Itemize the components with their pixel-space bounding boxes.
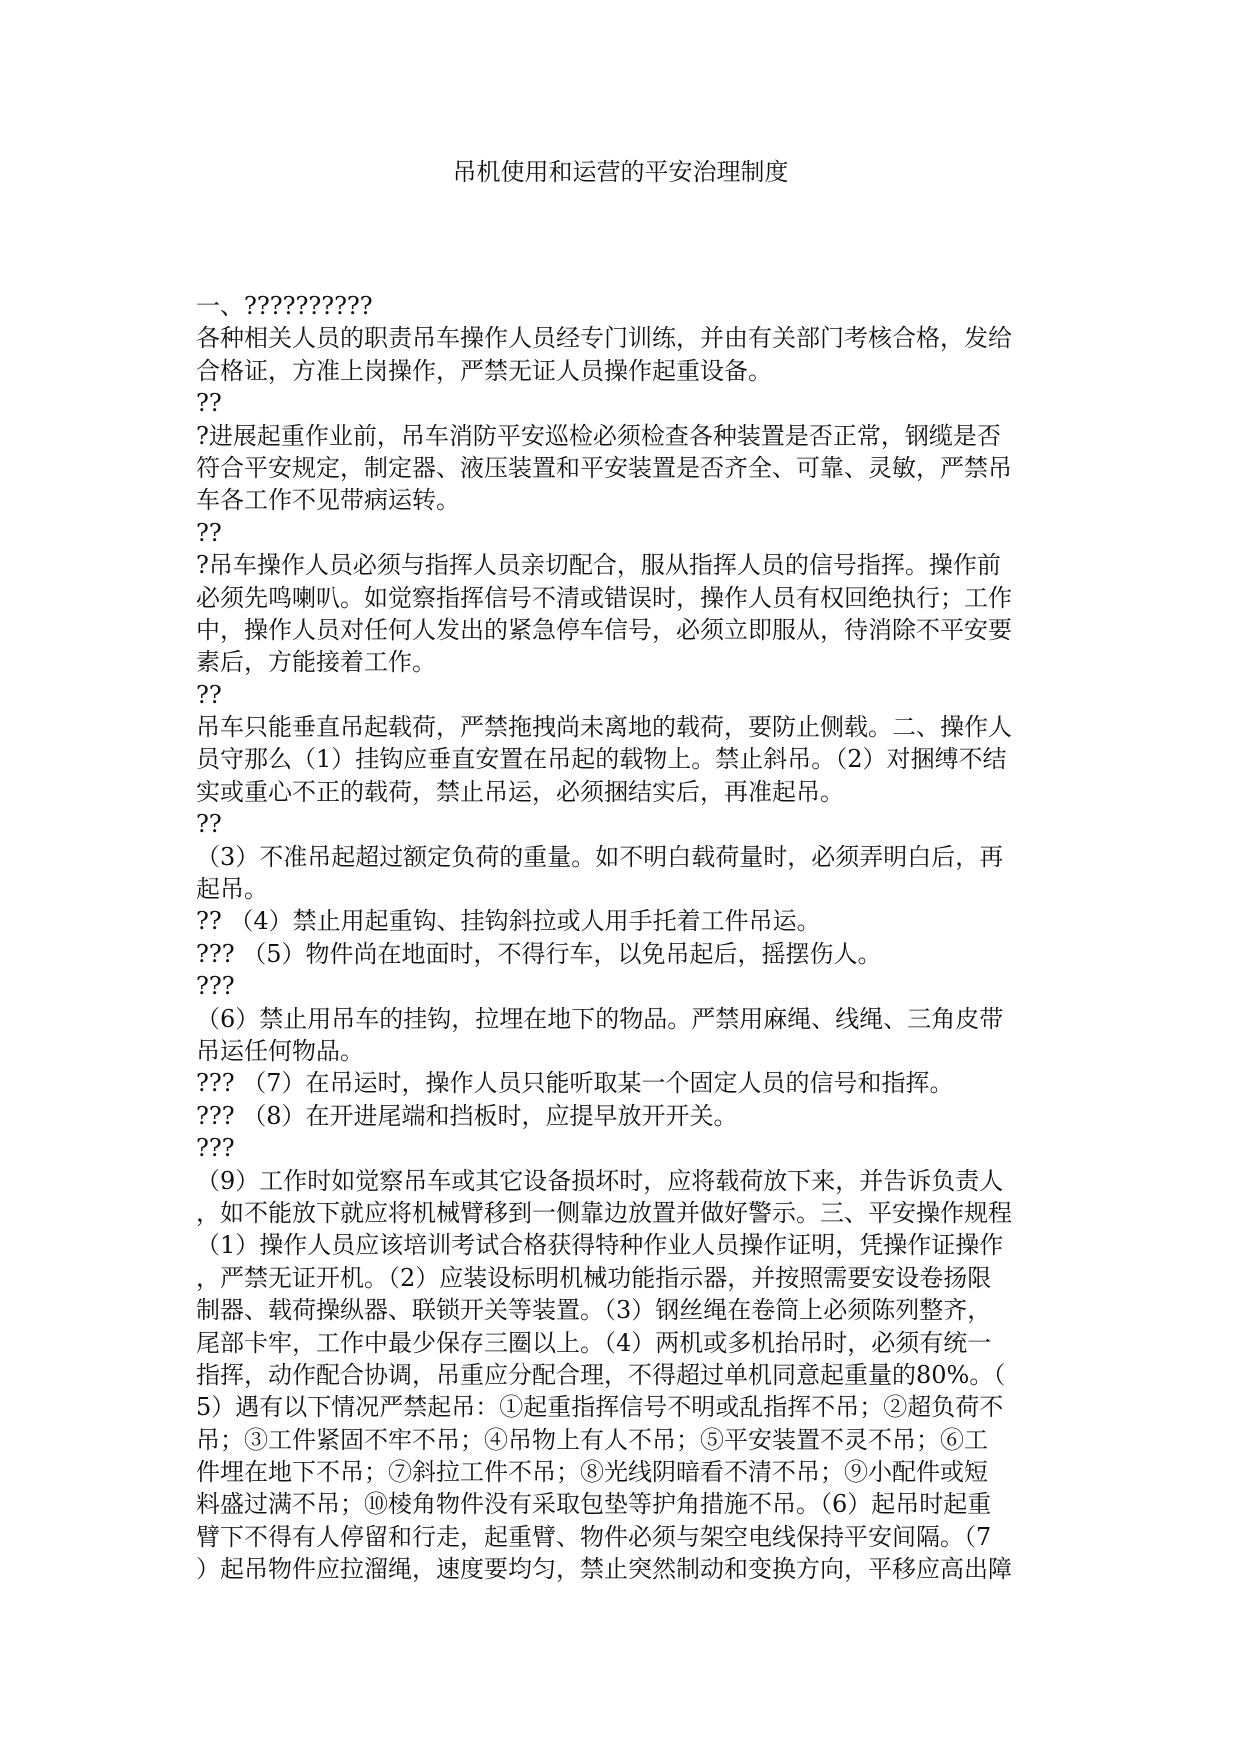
text-line: 吊运任何物品。: [196, 1036, 364, 1065]
text-line: （3）不准吊起超过额定负荷的重量。如不明白载荷量时，必须弄明白后，再: [196, 842, 1004, 871]
text-line: 料盛过满不吊；⑩棱角物件没有采取包垫等护角措施不吊。（6）起吊时起重: [196, 1490, 992, 1519]
text-line: 吊；③工件紧固不牢不吊；④吊物上有人不吊；⑤平安装置不灵不吊；⑥工: [196, 1425, 988, 1454]
text-line: ）起吊物件应拉溜绳，速度要均匀，禁止突然制动和变换方向，平移应高出障: [196, 1555, 1012, 1584]
text-line: ?吊车操作人员必须与指挥人员亲切配合，服从指挥人员的信号指挥。操作前: [196, 551, 1001, 580]
text-line: ??: [196, 518, 222, 547]
text-line: 一、??????????: [196, 292, 373, 320]
text-line: 臂下不得有人停留和行走，起重臂、物件必须与架空电线保持平安间隔。（7: [196, 1522, 992, 1551]
text-line: 必须先鸣喇叭。如觉察指挥信号不清或错误时，操作人员有权回绝执行；工作: [196, 583, 1012, 612]
text-line: ??? （7）在吊运时，操作人员只能听取某一个固定人员的信号和指挥。: [196, 1069, 954, 1098]
text-line: ?进展起重作业前，吊车消防平安巡检必须检查各种装置是否正常，钢缆是否: [196, 421, 1001, 450]
text-line: 素后，方能接着工作。: [196, 648, 436, 677]
text-line: 符合平安规定，制定器、液压装置和平安装置是否齐全、可靠、灵敏，严禁吊: [196, 453, 1012, 482]
text-line: ???: [196, 972, 235, 1001]
text-line: 起吊。: [196, 875, 268, 904]
document-title: 吊机使用和运营的平安治理制度: [452, 158, 789, 186]
text-line: 吊车只能垂直吊起载荷，严禁拖拽尚未离地的载荷，要防止侧载。二、操作人: [196, 713, 1012, 742]
text-line: ??? （8）在开进尾端和挡板时，应提早放开开关。: [196, 1101, 738, 1130]
text-line: 件埋在地下不吊；⑦斜拉工件不吊；⑧光线阴暗看不清不吊；⑨小配件或短: [196, 1458, 988, 1487]
text-line: 尾部卡牢，工作中最少保存三圈以上。（4）两机或多机抬吊时，必须有统一: [196, 1328, 992, 1357]
text-line: ??? （5）物件尚在地面时，不得行车，以免吊起后，摇摆伤人。: [196, 939, 882, 968]
text-line: 指挥，动作配合协调，吊重应分配合理，不得超过单机同意起重量的80%。（: [196, 1360, 1006, 1389]
text-line: （9）工作时如觉察吊车或其它设备损坏时，应将载荷放下来，并告诉负责人: [196, 1166, 1004, 1195]
text-line: （6）禁止用吊车的挂钩，拉埋在地下的物品。严禁用麻绳、线绳、三角皮带: [196, 1004, 1004, 1033]
text-line: ??: [196, 810, 222, 839]
text-line: 合格证，方准上岗操作，严禁无证人员操作起重设备。: [196, 356, 772, 385]
text-line: ??: [196, 389, 222, 418]
text-line: ??: [196, 680, 222, 709]
text-line: 实或重心不正的载荷，禁止吊运，必须捆结实后，再准起吊。: [196, 777, 844, 806]
text-line: 车各工作不见带病运转。: [196, 486, 460, 515]
text-line: ，严禁无证开机。（2）应装设标明机械功能指示器，并按照需要安设卷扬限: [196, 1263, 992, 1292]
text-line: 员守那么（1）挂钩应垂直安置在吊起的载物上。禁止斜吊。（2）对捆缚不结: [196, 745, 1007, 774]
text-line: ???: [196, 1134, 235, 1163]
text-line: 中，操作人员对任何人发出的紧急停车信号，必须立即服从，待消除不平安要: [196, 615, 1012, 644]
text-line: 各种相关人员的职责吊车操作人员经专门训练，并由有关部门考核合格，发给: [196, 324, 1012, 353]
document-body: [196, 290, 1051, 1586]
text-line: 制器、载荷操纵器、联锁开关等装置。（3）钢丝绳在卷筒上必须陈列整齐，: [196, 1296, 992, 1325]
text-line: （1）操作人员应该培训考试合格获得特种作业人员操作证明，凭操作证操作: [196, 1231, 1004, 1260]
text-line: ?? （4）禁止用起重钩、挂钩斜拉或人用手托着工件吊运。: [196, 907, 821, 936]
text-line: ，如不能放下就应将机械臂移到一侧靠边放置并做好警示。三、平安操作规程: [196, 1198, 1012, 1227]
text-line: 5）遇有以下情况严禁起吊：①起重指挥信号不明或乱指挥不吊；②超负荷不: [196, 1393, 1004, 1422]
